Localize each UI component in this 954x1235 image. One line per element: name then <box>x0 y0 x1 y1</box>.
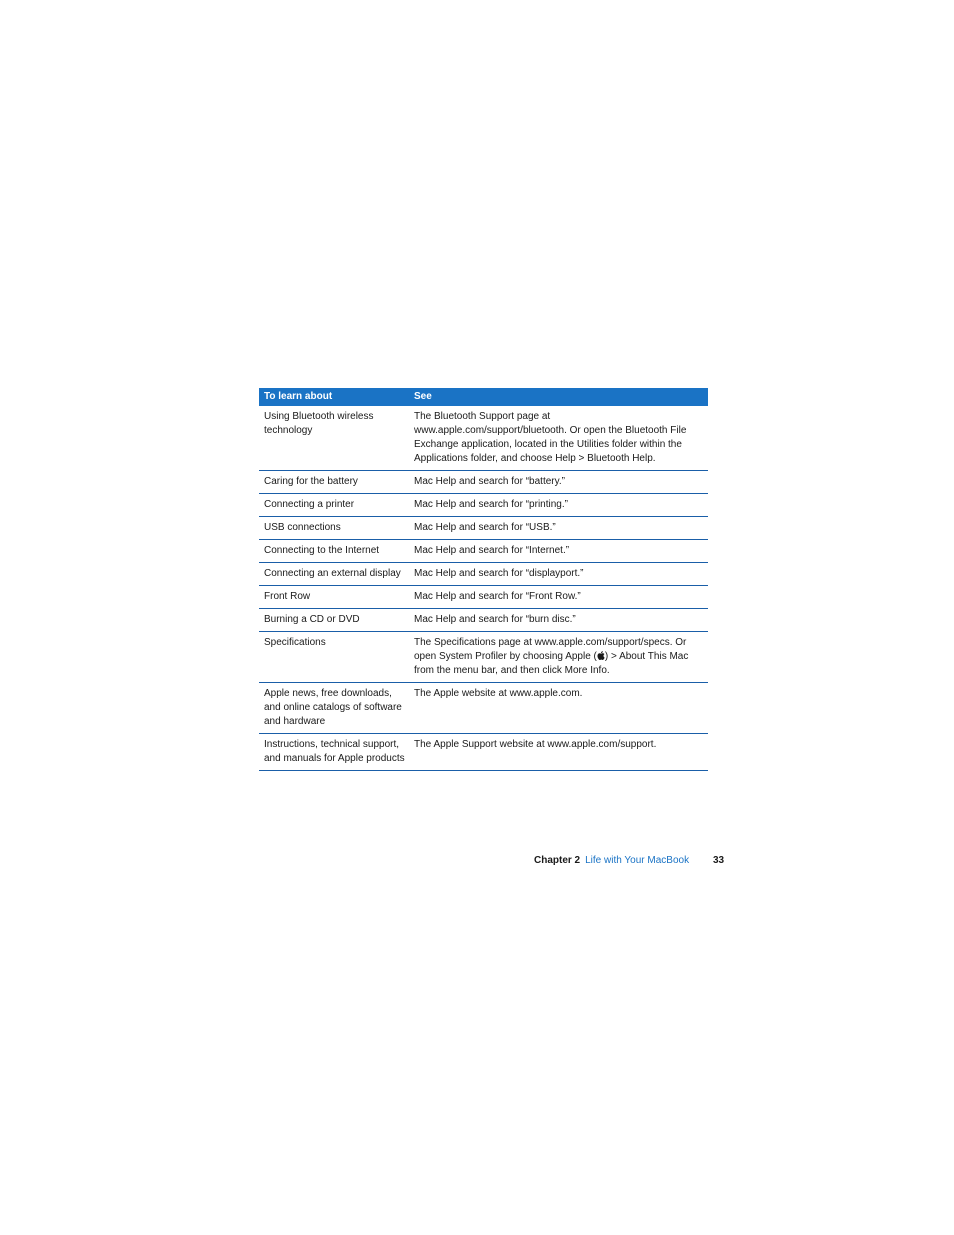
see-cell: Mac Help and search for “displayport.” <box>409 563 708 586</box>
see-cell: The Apple website at www.apple.com. <box>409 683 708 734</box>
see-text-after: ) > About This Mac from the menu bar, and then click More Info. <box>414 651 689 676</box>
page-footer <box>534 854 725 867</box>
table-header-row <box>259 388 708 406</box>
table-row <box>259 734 708 771</box>
table-row <box>259 632 708 683</box>
table-row <box>259 406 708 471</box>
topic-cell: Caring for the battery <box>259 471 409 494</box>
see-cell: Mac Help and search for “battery.” <box>409 471 708 494</box>
topic-cell: Apple news, free downloads, and online catalogs of software and hardware <box>259 683 409 734</box>
topic-cell: Burning a CD or DVD <box>259 609 409 632</box>
topic-cell: Connecting an external display <box>259 563 409 586</box>
table-row <box>259 586 708 609</box>
see-cell: The Apple Support website at www.apple.com/support. <box>409 734 708 771</box>
table-row <box>259 683 708 734</box>
topic-cell: Instructions, technical support, and manuals for Apple products <box>259 734 409 771</box>
apple-logo-icon <box>597 651 605 660</box>
topic-cell: Front Row <box>259 586 409 609</box>
topic-cell: Using Bluetooth wireless technology <box>259 406 409 471</box>
table-row <box>259 494 708 517</box>
page-number: 33 <box>713 855 725 866</box>
see-cell: Mac Help and search for “printing.” <box>409 494 708 517</box>
see-text-before: The Specifications page at www.apple.com/support/specs. Or open System Profiler by choosing Apple ( <box>414 637 687 662</box>
table-row <box>259 563 708 586</box>
topic-cell: USB connections <box>259 517 409 540</box>
see-cell <box>409 632 708 683</box>
table-row <box>259 517 708 540</box>
header-see: See <box>409 388 708 406</box>
footer-chapter-label: Chapter 2 <box>534 855 581 866</box>
footer-chapter-title: Life with Your MacBook <box>585 855 690 866</box>
reference-table <box>259 388 708 771</box>
see-cell: The Bluetooth Support page at www.apple.com/support/bluetooth. Or open the Bluetooth File Exchange application, located in the Utilities folder within the Applications folder, and choose Help > Bluetooth Help. <box>409 406 708 471</box>
table-row <box>259 540 708 563</box>
header-to-learn-about: To learn about <box>259 388 409 406</box>
see-cell: Mac Help and search for “Front Row.” <box>409 586 708 609</box>
table-row <box>259 471 708 494</box>
see-cell: Mac Help and search for “Internet.” <box>409 540 708 563</box>
topic-cell: Connecting to the Internet <box>259 540 409 563</box>
table-row <box>259 609 708 632</box>
see-cell: Mac Help and search for “burn disc.” <box>409 609 708 632</box>
topic-cell: Specifications <box>259 632 409 683</box>
see-cell: Mac Help and search for “USB.” <box>409 517 708 540</box>
topic-cell: Connecting a printer <box>259 494 409 517</box>
